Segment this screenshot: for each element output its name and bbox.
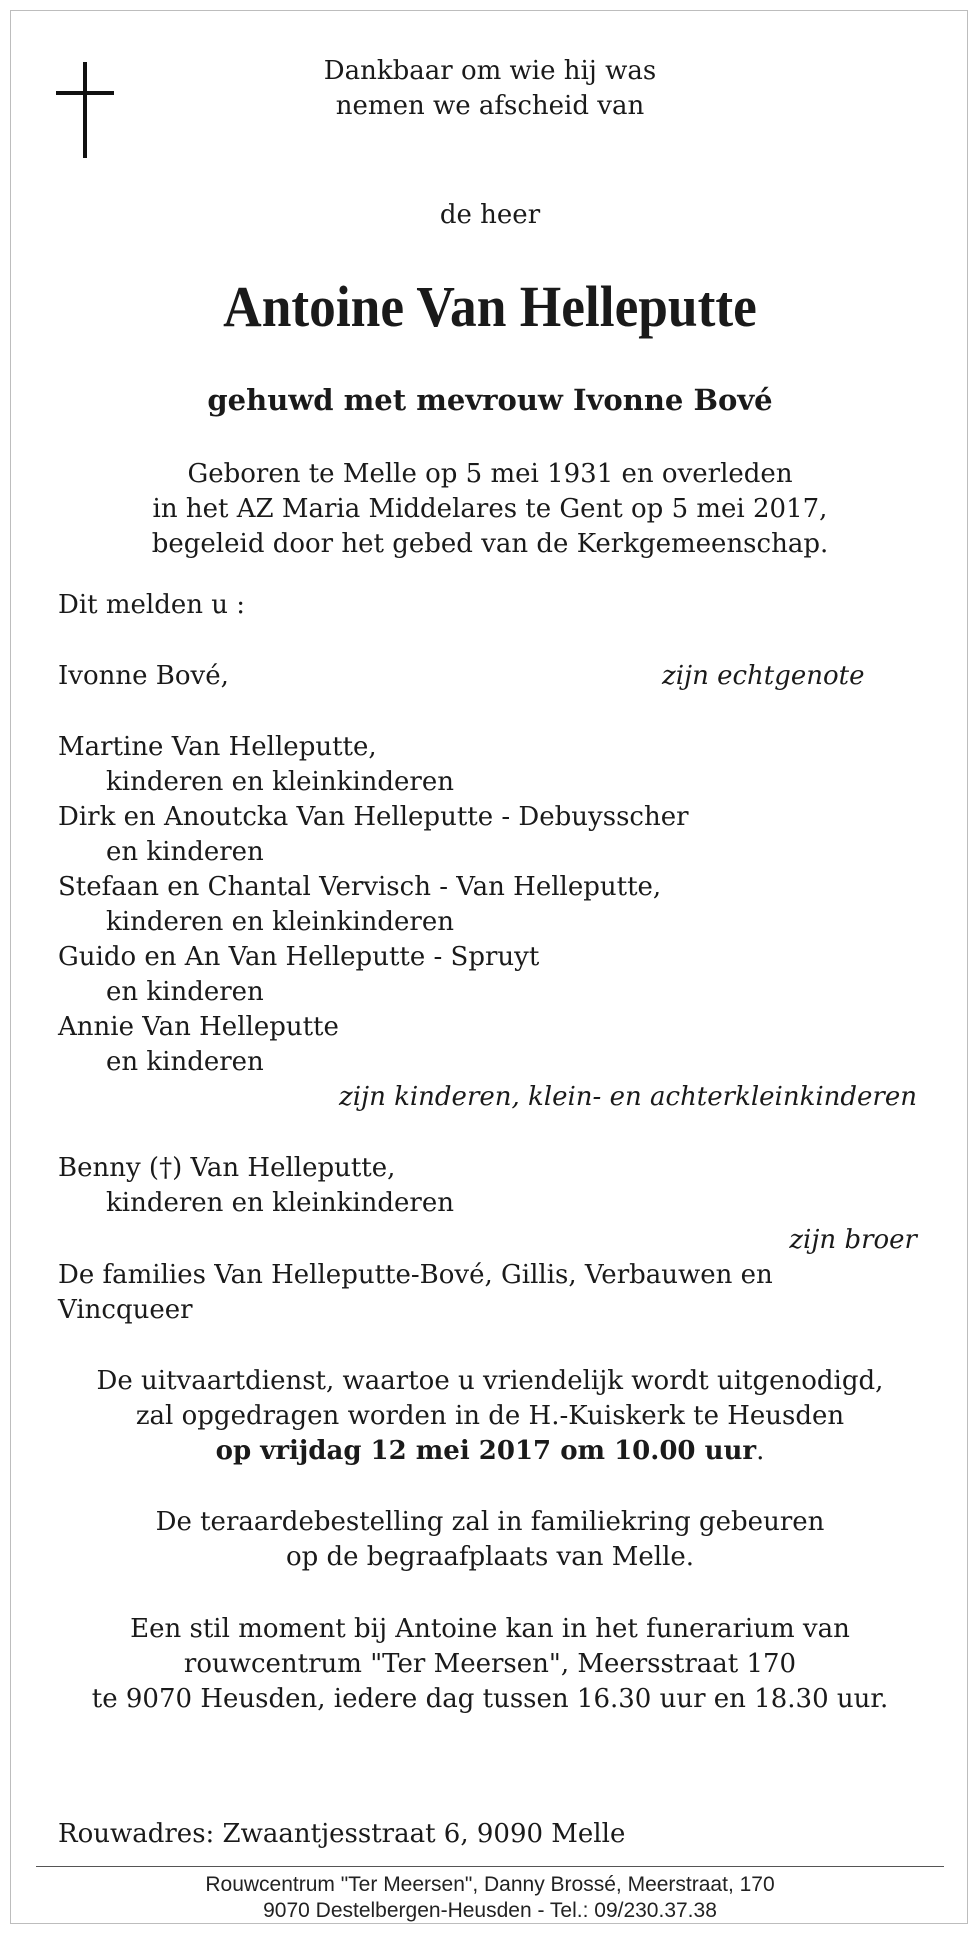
service-date-suffix: . <box>756 1436 765 1466</box>
child-detail: en kinderen <box>106 837 264 867</box>
child-name: Martine Van Helleputte, <box>58 732 377 762</box>
burial-line-2: op de begraafplaats van Melle. <box>285 1542 695 1572</box>
visitation-line-2: rouwcentrum "Ter Meersen", Meersstraat 170 <box>183 1649 797 1679</box>
announcement-intro: Dit melden u : <box>58 590 246 620</box>
visitation-line-3: te 9070 Heusden, iedere dag tussen 16.30 uur en 18.30 uur. <box>91 1684 889 1714</box>
title-prefix: de heer <box>439 200 541 230</box>
child-detail: kinderen en kleinkinderen <box>106 767 454 797</box>
biography-line-3: begeleid door het gebed van de Kerkgemeenschap. <box>151 529 829 559</box>
deceased-name: Antoine Van Helleputte <box>223 274 757 339</box>
child-detail: en kinderen <box>106 977 264 1007</box>
brother-relation: zijn broer <box>789 1225 917 1255</box>
brother-detail: kinderen en kleinkinderen <box>106 1188 454 1218</box>
brother-name: Benny (†) Van Helleputte, <box>58 1153 396 1183</box>
service-line-2: zal opgedragen worden in de H.-Kuiskerk te Heusden <box>135 1401 845 1431</box>
opening-line-2: nemen we afscheid van <box>335 91 645 121</box>
funeral-home-line-2: 9070 Destelbergen-Heusden - Tel.: 09/230.37.38 <box>263 1899 717 1922</box>
footer-divider <box>36 1866 944 1867</box>
service-line-1: De uitvaartdienst, waartoe u vriendelijk wordt uitgenodigd, <box>96 1366 884 1396</box>
biography-line-2: in het AZ Maria Middelares te Gent op 5 mei 2017, <box>152 494 828 524</box>
service-date-line <box>0 1434 980 1469</box>
mourning-address: Rouwadres: Zwaantjesstraat 6, 9090 Melle <box>58 1819 626 1849</box>
child-name: Guido en An Van Helleputte - Spruyt <box>58 942 540 972</box>
service-date: op vrijdag 12 mei 2017 om 10.00 uur <box>215 1436 757 1466</box>
child-name: Annie Van Helleputte <box>58 1012 339 1042</box>
visitation-line-1: Een stil moment bij Antoine kan in het funerarium van <box>130 1614 850 1644</box>
biography-line-1: Geboren te Melle op 5 mei 1931 en overleden <box>187 459 793 489</box>
families-line-1: De families Van Helleputte-Bové, Gillis, Verbauwen en <box>58 1260 773 1290</box>
child-name: Dirk en Anoutcka Van Helleputte - Debuysscher <box>58 802 689 832</box>
opening-line-1: Dankbaar om wie hij was <box>323 56 657 86</box>
families-line-2: Vincqueer <box>58 1295 193 1325</box>
funeral-home-line-1: Rouwcentrum "Ter Meersen", Danny Brossé, Meerstraat, 170 <box>205 1873 775 1896</box>
child-detail: en kinderen <box>106 1047 264 1077</box>
child-name: Stefaan en Chantal Vervisch - Van Helleputte, <box>58 872 662 902</box>
burial-line-1: De teraardebestelling zal in familiekring gebeuren <box>155 1507 825 1537</box>
child-detail: kinderen en kleinkinderen <box>106 907 454 937</box>
spouse-name: Ivonne Bové, <box>58 661 229 691</box>
spouse-line: gehuwd met mevrouw Ivonne Bové <box>207 383 773 417</box>
children-relation: zijn kinderen, klein- en achterkleinkinderen <box>339 1082 917 1112</box>
spouse-relation: zijn echtgenote <box>662 661 865 691</box>
